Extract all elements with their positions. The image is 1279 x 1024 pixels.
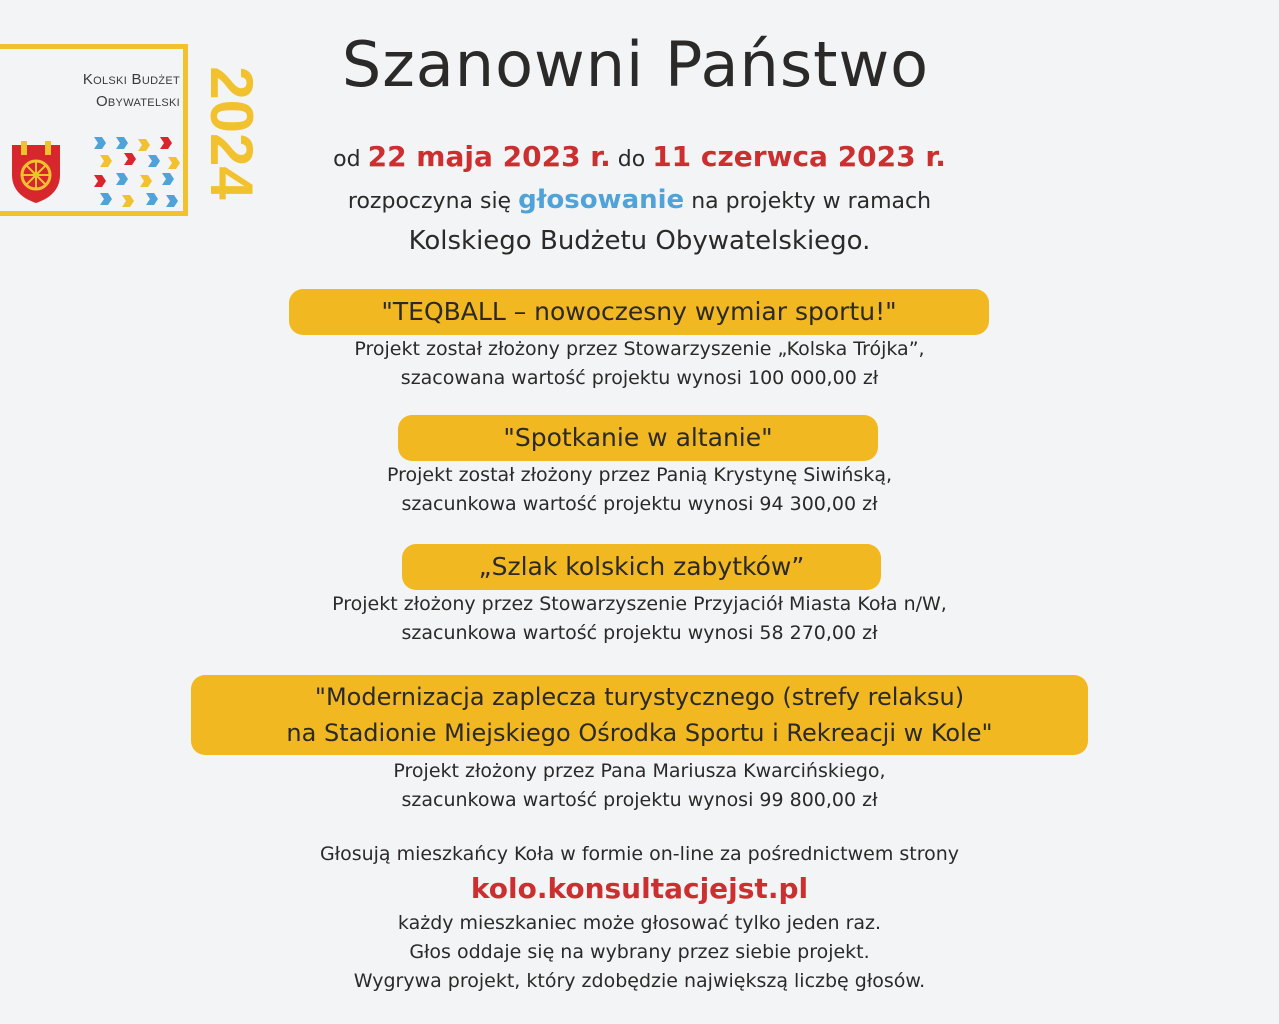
project-author: Projekt został złożony przez Stowarzyszenie „Kolska Trójka”, bbox=[354, 338, 925, 360]
voting-line1: Głosują mieszkańcy Koła w formie on-line za pośrednictwem strony bbox=[319, 843, 960, 865]
dates-line bbox=[0, 140, 1279, 173]
project-value: szacunkowa wartość projektu wynosi 99 800,00 zł bbox=[401, 789, 878, 811]
intro-line bbox=[0, 185, 1279, 215]
intro-before: rozpoczyna się bbox=[347, 189, 512, 214]
logo-year-text: 2024 bbox=[198, 66, 266, 200]
logo-line1: Kolski Budżet bbox=[82, 71, 180, 88]
voting-line4: Wygrywa projekt, który zdobędzie największą liczbę głosów. bbox=[353, 970, 926, 992]
project-description bbox=[0, 461, 1279, 519]
voting-info bbox=[0, 840, 1279, 996]
dates-to-prefix: do bbox=[617, 147, 646, 172]
project-title-pill bbox=[289, 289, 989, 335]
project-description bbox=[0, 590, 1279, 648]
dates-to: 11 czerwca 2023 r. bbox=[652, 140, 946, 173]
dates-from: 22 maja 2023 r. bbox=[367, 140, 611, 173]
project-value: szacunkowa wartość projektu wynosi 94 300,00 zł bbox=[401, 493, 878, 515]
project-author: Projekt został złożony przez Panią Krystynę Siwińską, bbox=[386, 464, 892, 486]
dates-from-prefix: od bbox=[333, 147, 361, 172]
voting-line2: każdy mieszkaniec może głosować tylko jeden raz. bbox=[397, 912, 882, 934]
project-author: Projekt złożony przez Stowarzyszenie Przyjaciół Miasta Koła n/W, bbox=[332, 593, 947, 615]
project-value: szacowana wartość projektu wynosi 100 000,00 zł bbox=[400, 367, 879, 389]
project-title-pill bbox=[402, 544, 881, 590]
budget-name: Kolskiego Budżetu Obywatelskiego. bbox=[408, 226, 871, 256]
project-title-line2: na Stadionie Miejskiego Ośrodka Sportu i Rekreacji w Kole" bbox=[286, 719, 993, 747]
project-description bbox=[0, 335, 1279, 393]
project-title: "TEQBALL – nowoczesny wymiar sportu!" bbox=[381, 297, 897, 326]
project-author: Projekt złożony przez Pana Mariusza Kwarcińskiego, bbox=[393, 760, 886, 782]
page-title-text: Szanowni Państwo bbox=[341, 28, 930, 101]
voting-line3: Głos oddaje się na wybrany przez siebie projekt. bbox=[409, 941, 870, 963]
voting-url[interactable]: kolo.konsultacjejst.pl bbox=[470, 872, 809, 905]
page-title bbox=[0, 28, 1279, 101]
project-title-pill bbox=[191, 675, 1088, 755]
project-title: "Spotkanie w altanie" bbox=[503, 423, 773, 452]
project-title-pill bbox=[398, 415, 878, 461]
logo-line2: Obywatelski bbox=[95, 93, 180, 110]
project-title: „Szlak kolskich zabytków” bbox=[478, 552, 805, 581]
project-description bbox=[0, 757, 1279, 815]
intro-highlight: głosowanie bbox=[518, 185, 685, 215]
intro-after: na projekty w ramach bbox=[691, 189, 932, 214]
project-title-line1: "Modernizacja zaplecza turystycznego (strefy relaksu) bbox=[314, 683, 965, 711]
project-value: szacunkowa wartość projektu wynosi 58 270,00 zł bbox=[401, 622, 878, 644]
